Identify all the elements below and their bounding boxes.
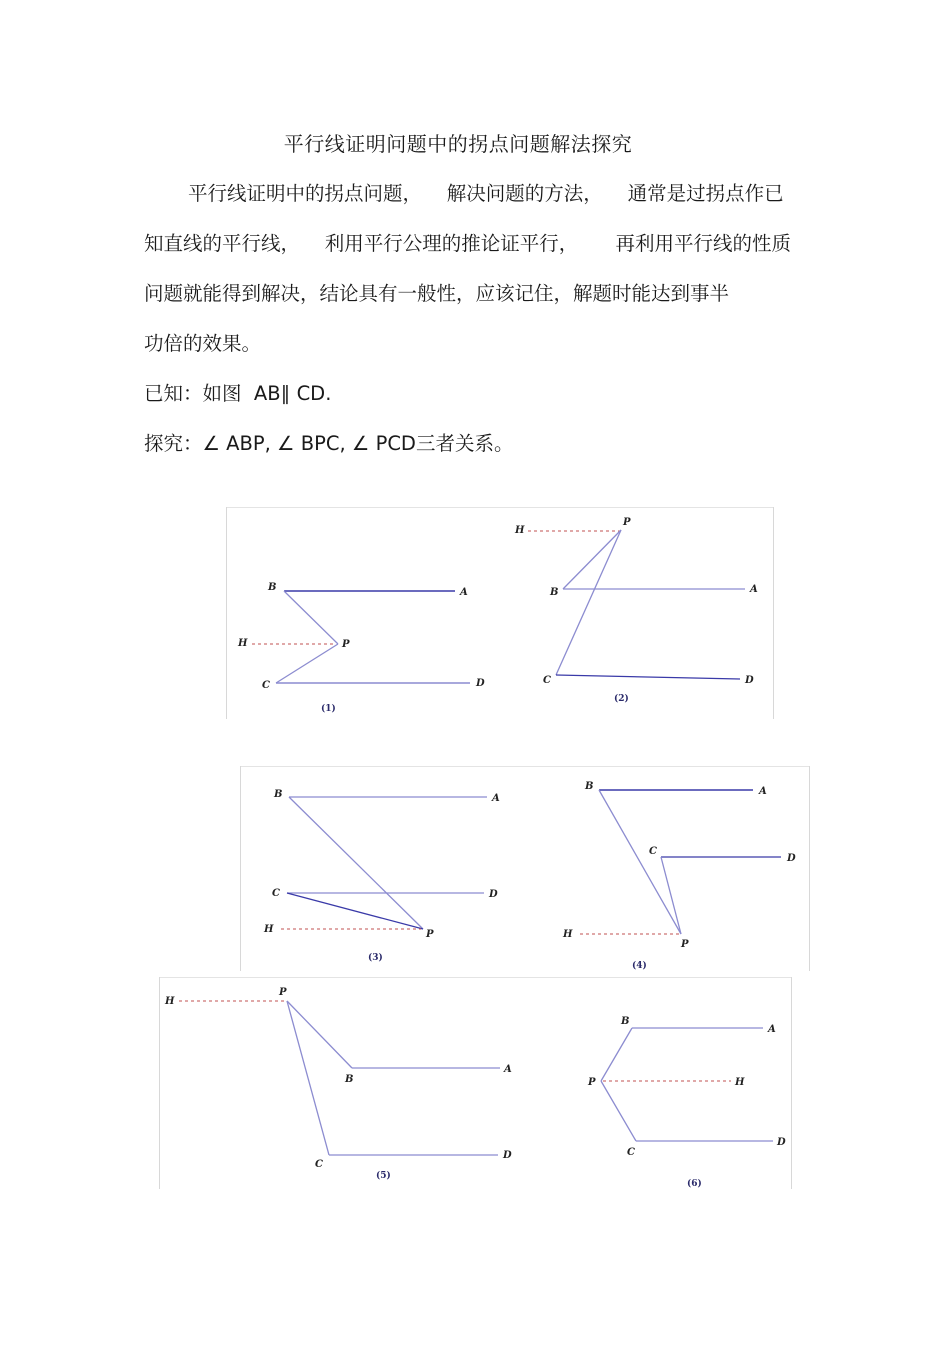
fig1-label-A: A <box>460 587 468 598</box>
fig3-caption: (3) <box>368 953 383 963</box>
fig2-label-B: B <box>550 587 559 598</box>
given-statement: 已知：如图 AB∥ CD. <box>144 382 332 405</box>
fig1-label-B: B <box>268 582 277 593</box>
fig5-label-A: A <box>504 1064 512 1075</box>
figure-2 <box>514 517 758 704</box>
fig1-label-H: H <box>238 638 248 649</box>
fig2-caption: (2) <box>614 694 629 704</box>
fig6-label-D: D <box>777 1137 786 1148</box>
paragraph-line-1: 平行线证明中的拐点问题， 解决问题的方法， 通常是过拐点作已 <box>188 182 784 205</box>
fig6-caption: (6) <box>687 1179 702 1189</box>
fig1-label-P: P <box>342 639 350 650</box>
fig2-label-H: H <box>515 525 525 536</box>
fig3-label-H: H <box>264 924 274 935</box>
fig4-label-D: D <box>787 853 796 864</box>
figure-3 <box>263 789 500 963</box>
fig6-label-B: B <box>621 1016 630 1027</box>
fig4-label-A: A <box>759 786 767 797</box>
fig2-label-P: P <box>623 517 631 528</box>
figure-4 <box>562 781 796 971</box>
fig6-label-H: H <box>735 1077 745 1088</box>
paragraph-line-4: 功倍的效果。 <box>144 332 262 355</box>
fig5-label-B: B <box>345 1074 354 1085</box>
fig2-label-A: A <box>750 584 758 595</box>
fig5-caption: (5) <box>376 1171 391 1181</box>
fig4-label-C: C <box>649 846 657 857</box>
fig5-label-P: P <box>279 987 287 998</box>
fig3-label-D: D <box>489 889 498 900</box>
fig3-label-C: C <box>272 888 280 899</box>
fig5-label-D: D <box>503 1150 512 1161</box>
fig3-label-P: P <box>426 929 434 940</box>
page-title: 平行线证明问题中的拐点问题解法探究 <box>283 132 633 156</box>
fig4-caption: (4) <box>632 961 647 971</box>
fig5-label-H: H <box>165 996 175 1007</box>
fig6-label-A: A <box>768 1024 776 1035</box>
fig1-caption: (1) <box>321 704 336 714</box>
figure-1 <box>237 582 485 714</box>
paragraph-line-2: 知直线的平行线， 利用平行公理的推论证平行， 再利用平行线的性质 <box>144 232 791 255</box>
paragraph-line-3: 问题就能得到解决，结论具有一般性，应该记住，解题时能达到事半 <box>144 282 730 305</box>
explore-statement: 探究：∠ ABP, ∠ BPC, ∠ PCD三者关系。 <box>144 432 514 455</box>
fig3-label-A: A <box>492 793 500 804</box>
fig4-label-H: H <box>563 929 573 940</box>
figure-5 <box>164 987 512 1181</box>
figure-6 <box>587 1016 786 1189</box>
fig5-label-C: C <box>315 1159 323 1170</box>
fig2-label-C: C <box>543 675 551 686</box>
fig4-label-P: P <box>681 939 689 950</box>
fig4-label-B: B <box>585 781 594 792</box>
fig6-label-C: C <box>627 1147 635 1158</box>
fig3-label-B: B <box>274 789 283 800</box>
fig6-label-P: P <box>588 1077 596 1088</box>
fig2-label-D: D <box>745 675 754 686</box>
fig1-label-C: C <box>262 680 270 691</box>
fig1-label-D: D <box>476 678 485 689</box>
